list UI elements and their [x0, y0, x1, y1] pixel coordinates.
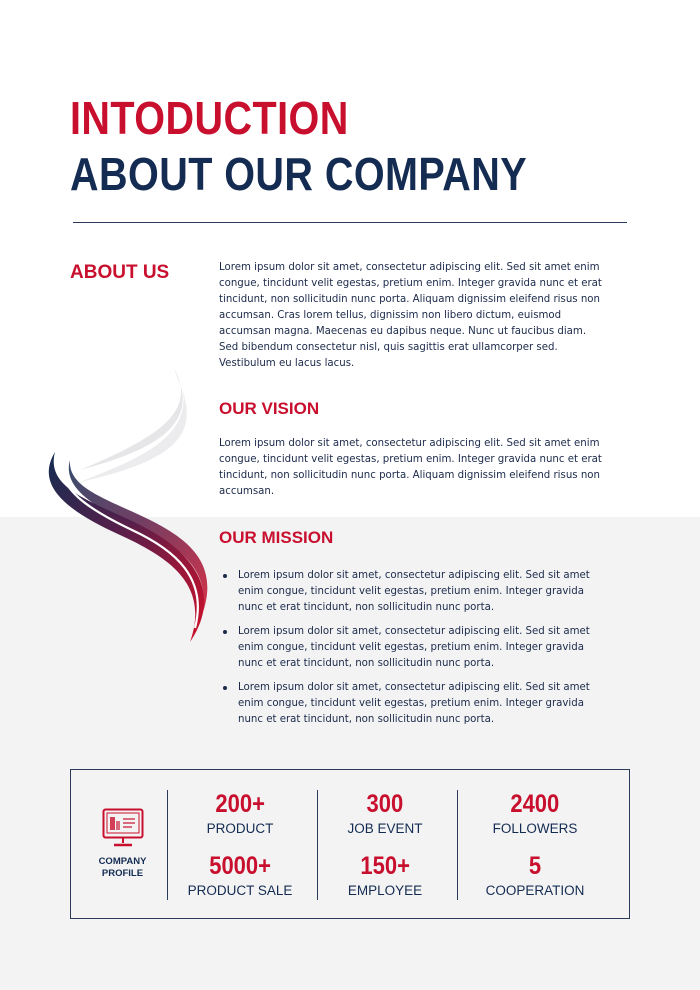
company-label-line2: PROFILE [101, 868, 144, 879]
stat-label: EMPLOYEE [347, 883, 423, 898]
stat-label: JOB EVENT [347, 821, 423, 836]
mission-item-text: Lorem ipsum dolor sit amet, consectetur adipiscing elit. Sed sit amet enim congue, tincidunt velit egestas, pretium enim. Integer gravida nunc et erat tincidunt, non sollicitudin nunc porta. [238, 570, 590, 613]
stat-product-sale [170, 852, 310, 900]
stat-followers [465, 790, 605, 838]
our-vision-heading: OUR VISION [219, 399, 320, 418]
decorative-swoosh [40, 360, 210, 645]
company-profile-label [85, 856, 160, 880]
title-divider [73, 222, 627, 223]
about-us-text: Lorem ipsum dolor sit amet, consectetur adipiscing elit. Sed sit amet enim congue, tincidunt velit egestas, pretium enim. Integer gravida nunc et erat tincidunt, non sollicitudin nunc porta. Aliquam dignissim eleifend risus non accumsan. Cras lorem tellus, dignissim non libero dictum, euismod accumsan magna. Maecenas eu dapibus neque. Nunc ut faucibus diam. Sed bibendum consectetur nisl, quis sagittis erat ullamcorper sed. Vestibulum eu lacus lacus. [219, 262, 602, 369]
page-title-company: ABOUT OUR COMPANY [70, 148, 528, 200]
stat-value: 150+ [360, 852, 410, 880]
stat-label: FOLLOWERS [492, 821, 578, 836]
company-stats-box [70, 769, 630, 919]
computer-monitor-icon [102, 808, 144, 848]
stat-value: 200+ [215, 790, 265, 818]
company-label-line1: COMPANY [98, 856, 147, 867]
stats-separator [167, 790, 168, 900]
mission-list-item [219, 680, 604, 728]
mission-item-text: Lorem ipsum dolor sit amet, consectetur adipiscing elit. Sed sit amet enim congue, tincidunt velit egestas, pretium enim. Integer gravida nunc et erat tincidunt, non sollicitudin nunc porta. [238, 682, 590, 725]
swoosh-gray-band-inner [80, 390, 187, 482]
mission-list [219, 568, 604, 736]
stat-label: PRODUCT SALE [187, 883, 293, 898]
bullet-icon [223, 686, 227, 690]
our-vision-text: Lorem ipsum dolor sit amet, consectetur adipiscing elit. Sed sit amet enim congue, tincidunt velit egestas, pretium enim. Integer gravida nunc et erat tincidunt, non sollicitudin nunc porta. Aliquam dignissim eleifend risus non accumsan. [219, 438, 602, 497]
stat-job-event [315, 790, 455, 838]
stat-cooperation [465, 852, 605, 900]
stat-value: 300 [366, 790, 404, 818]
bullet-icon [223, 574, 227, 578]
stat-employee [315, 852, 455, 900]
stats-separator [457, 790, 458, 900]
mission-item-text: Lorem ipsum dolor sit amet, consectetur adipiscing elit. Sed sit amet enim congue, tincidunt velit egestas, pretium enim. Integer gravida nunc et erat tincidunt, non sollicitudin nunc porta. [238, 626, 590, 669]
stat-label: PRODUCT [206, 821, 274, 836]
bullet-icon [223, 630, 227, 634]
our-mission-heading: OUR MISSION [219, 528, 334, 547]
mission-list-item [219, 568, 604, 616]
stat-value: 5000+ [209, 852, 271, 880]
stat-value: 5 [528, 852, 542, 880]
page-title-intro: INTODUCTION [70, 92, 349, 144]
swoosh-gray-band [80, 368, 183, 470]
stat-value: 2400 [510, 790, 560, 818]
mission-list-item [219, 624, 604, 672]
about-us-heading: ABOUT US [70, 262, 170, 283]
stat-product [170, 790, 310, 838]
stat-label: COOPERATION [485, 883, 585, 898]
